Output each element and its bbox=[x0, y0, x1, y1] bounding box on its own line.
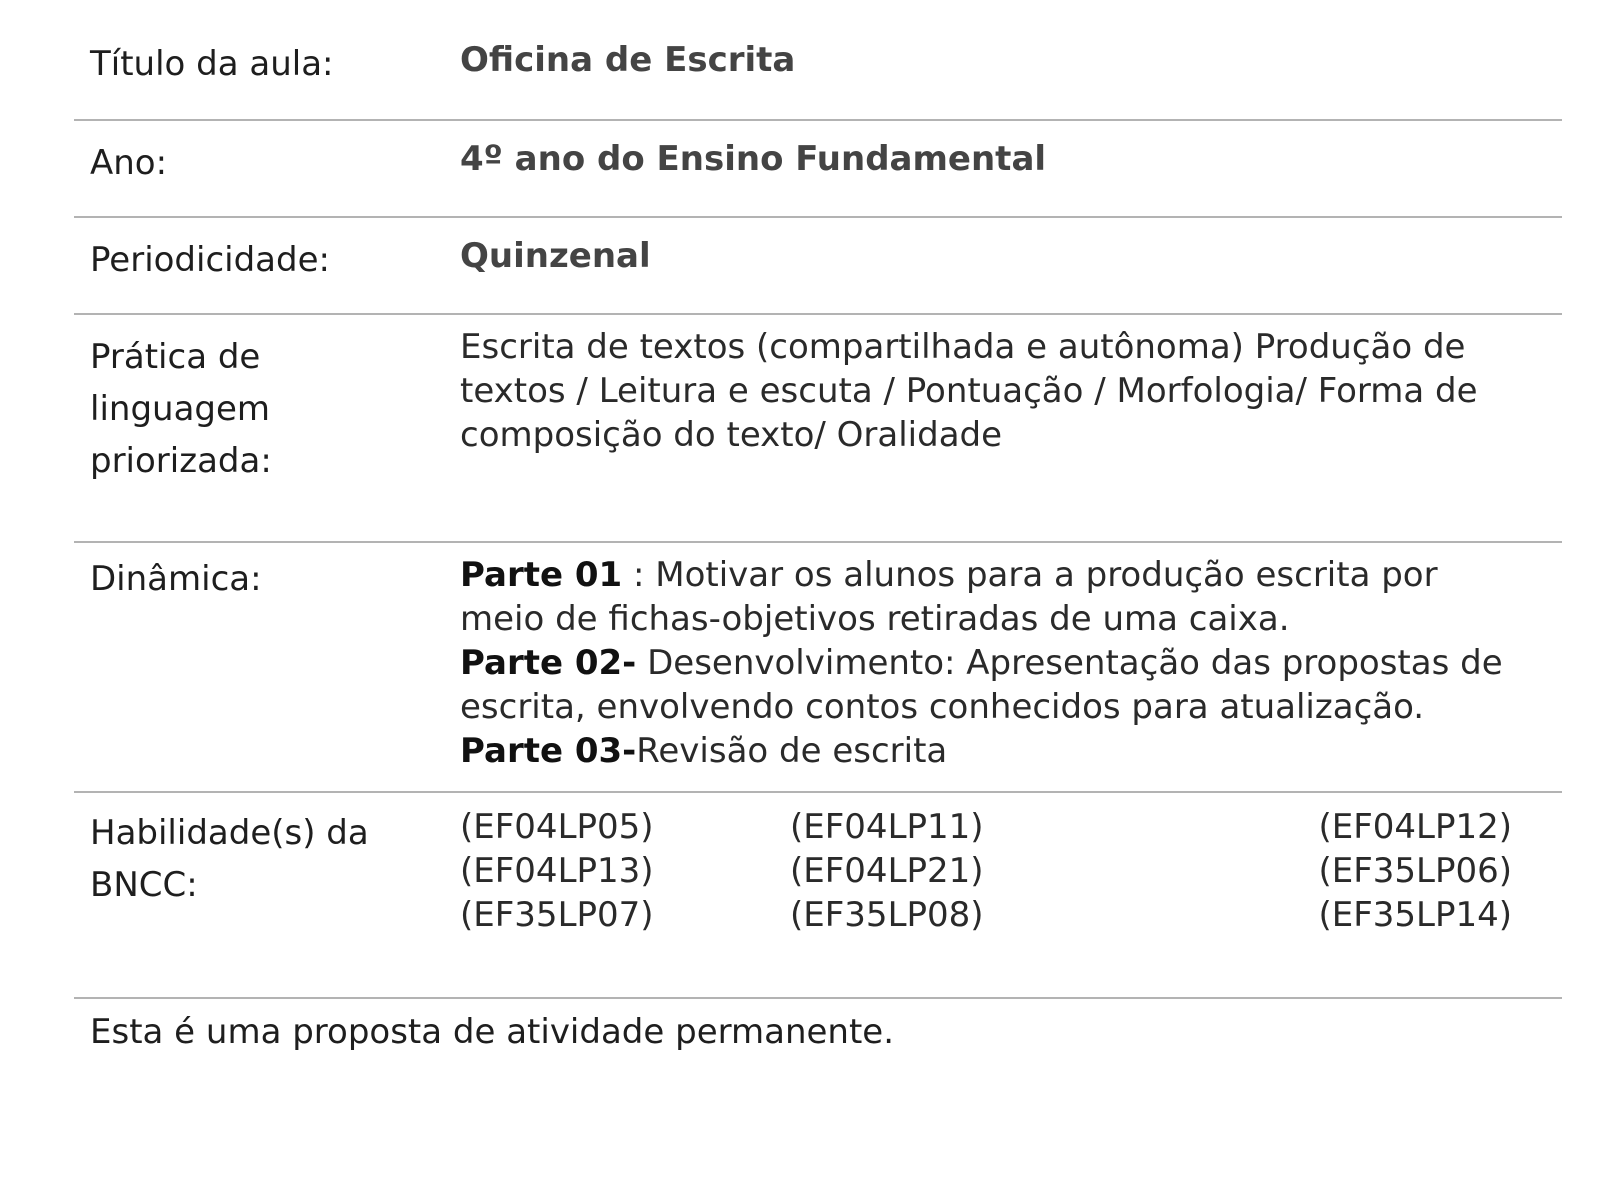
language-practice-value: Escrita de textos (compartilhada e autônoma) Produção de textos / Leitura e escuta / Pontuação / Morfologia/ Forma de composição do texto/ Oralidade bbox=[460, 327, 1478, 455]
language-practice-label: Prática de linguagem priorizada: bbox=[90, 337, 272, 481]
dynamics-label: Dinâmica: bbox=[90, 559, 262, 599]
bncc-code: (EF04LP13) bbox=[460, 851, 654, 891]
bncc-code: (EF35LP08) bbox=[790, 895, 984, 935]
dynamics-part-1-text: : Motivar os alunos para a produção escrita por meio de fichas-objetivos retiradas de uma caixa. bbox=[460, 555, 1438, 639]
bncc-skill-codes bbox=[460, 805, 1512, 937]
periodicity-value: Quinzenal bbox=[460, 236, 651, 276]
dynamics-part-1-title: Parte 01 bbox=[460, 555, 623, 595]
bncc-skills-row bbox=[74, 793, 1562, 999]
bncc-code: (EF35LP14) bbox=[1318, 895, 1512, 935]
dynamics-part-3-text: Revisão de escrita bbox=[636, 731, 948, 771]
periodicity-row bbox=[74, 218, 1562, 315]
bncc-code: (EF04LP05) bbox=[460, 807, 654, 847]
bncc-code: (EF04LP11) bbox=[790, 807, 984, 847]
bncc-skills-label: Habilidade(s) da BNCC: bbox=[90, 813, 369, 905]
lesson-title-label: Título da aula: bbox=[90, 44, 334, 84]
bncc-code: (EF04LP21) bbox=[790, 851, 984, 891]
dynamics-part-1 bbox=[460, 553, 1512, 641]
permanent-activity-note: Esta é uma proposta de atividade permanente. bbox=[90, 1012, 895, 1052]
bncc-code: (EF35LP07) bbox=[460, 895, 654, 935]
dynamics-row bbox=[74, 543, 1562, 793]
bncc-code: (EF35LP06) bbox=[1318, 851, 1512, 891]
dynamics-part-3-title: Parte 03- bbox=[460, 731, 637, 771]
year-label: Ano: bbox=[90, 143, 168, 183]
lesson-plan-table bbox=[74, 0, 1562, 1052]
bncc-code: (EF04LP12) bbox=[1318, 807, 1512, 847]
dynamics-part-2-text: Desenvolvimento: Apresentação das propostas de escrita, envolvendo contos conhecidos para atualização. bbox=[460, 643, 1503, 727]
dynamics-part-2 bbox=[460, 641, 1512, 729]
periodicity-label: Periodicidade: bbox=[90, 240, 330, 280]
lesson-title-row bbox=[74, 0, 1562, 121]
lesson-title-value: Oficina de Escrita bbox=[460, 40, 796, 80]
language-practice-row bbox=[74, 315, 1562, 543]
year-row bbox=[74, 121, 1562, 218]
dynamics-value bbox=[460, 553, 1512, 773]
dynamics-part-3 bbox=[460, 729, 1512, 773]
year-value: 4º ano do Ensino Fundamental bbox=[460, 139, 1047, 179]
dynamics-part-2-title: Parte 02- bbox=[460, 643, 637, 683]
